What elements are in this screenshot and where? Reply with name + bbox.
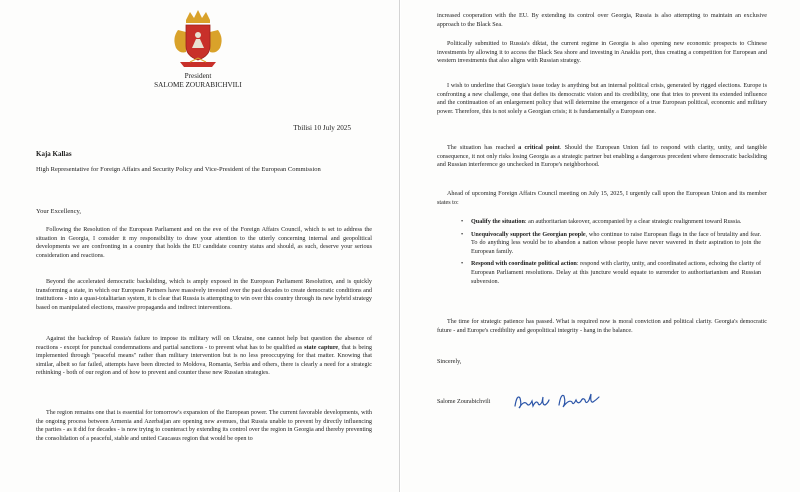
bullet-icon: • (461, 219, 464, 225)
letterhead-name: SALOME ZOURABICHVILI (154, 81, 242, 89)
critical-point-start: The situation has reached (447, 145, 519, 151)
paragraph-2: Beyond the accelerated democratic backsliding, which is amply exposed in the European Parliament Resolution, and is quickly transforming a state, in which our European Partners have massively invested over the past decades to create democratic conditions and institutions - into a quasi-totalitarian system, it is clear that Russia is attempting to win over this country through its new hybrid strategy based on manipulated elections, massive propaganda and indirect interventions. (36, 279, 372, 311)
list-item (461, 218, 761, 227)
bullet-icon: • (461, 231, 464, 238)
critical-point-rest: . Should the European Union fail to respond with clarity, unity, and tangible consequence, it not only risks losing Georgia as a strategic partner but enabling a dangerous precedent where democratic backsliding and Russian interference go unchecked in Europe's neighborhood. (437, 145, 767, 169)
salutation: Your Excellency, (36, 208, 82, 215)
list-item-text: : an authoritarian takeover, accompanied by a clear strategic realignment toward Russia. (524, 219, 742, 225)
list-item (461, 231, 761, 257)
paragraph-4: The region remains one that is essential for tomorrow's expansion of the European power. The current favorable developments, with the ongoing process between Armenia and Azerbaijan are opening new avenues, that Russia unable to prevent by directly influencing the parties - as it did for decades - is now trying to counteract by extending its control over the region in Georgia and thereby preventing the consolidation of a peaceful, stable and united Caucasus region that would be open to (36, 410, 372, 442)
handwritten-signature (511, 388, 611, 414)
list-item-text: : respond with clarity, unity, and coordinated actions, echoing the clarity of European Parliament resolutions. Delay at this juncture would equate to surrender to authoritarianism and Russian subversion. (471, 261, 761, 285)
signer-name: Salome Zourabichvili (437, 399, 491, 405)
coat-of-arms-emblem (170, 8, 226, 70)
list-item-heading: Qualify the situation (471, 219, 525, 225)
paragraph-3-start: Against the backdrop of Russia's failure to impose its military will on Ukraine, one cannot help but question the absence of reactions - except for punctual condemnations and partial sanctions - to prevent what has to be qualified as (36, 336, 372, 351)
paragraph-6: I wish to underline that Georgia's issue today is anything but an internal political crisis, generated by rigged elections. Europe is confronting a new challenge, one that defies its democratic vision and its credibility, one that tries to prevent its extended influence and the continuation of an enlargement policy that will determine the emergence of a true European political, economic and military power. Therefore, this is not solely a Georgian crisis; it is fundamentally a European one. (437, 83, 767, 115)
critical-point-emphasis: a critical point (518, 145, 560, 151)
list-item-heading: Respond with coordinate political action (471, 261, 577, 268)
paragraph-3-rest: , that is being implemented through "peaceful means" rather than military intervention but is no less preoccupying for that matter. Knowing that similar, albeit so far failed, attempts have been directed to Moldova, Romania, Serbia and others, there is clearly a need for a strategic rethinking - both of our region and of how to prevent and counter these new Russian strategies. (36, 344, 373, 377)
paragraph-call-to-action: Ahead of upcoming Foreign Affairs Council meeting on July 15, 2025, I urgently call upon the European Union and its member states to: (437, 191, 767, 206)
state-capture-emphasis: state capture (304, 344, 339, 351)
letter-page-2 (401, 0, 800, 492)
closing-paragraph: The time for strategic patience has passed. What is required now is moral conviction and political clarity. Georgia's democratic future - and Europe's credibility and geopolitical integrity - hang in the balance. (437, 319, 767, 334)
bullet-icon: • (461, 261, 464, 268)
recipient-role: High Representative for Foreign Affairs and Security Policy and Vice-President of the European Commission (36, 166, 321, 173)
list-item-heading: Unequivocally support the Georgian people (471, 231, 586, 238)
list-item (461, 260, 761, 286)
paragraph-1: Following the Resolution of the European Parliament and on the eve of the Foreign Affairs Council, which is set to address the situation in Georgia, I consider it my responsibility to draw your attention to the utterly concerning internal and geopolitical developments we are confronting in a country that holds the EU candidate country status and should, as such, deserve your serious consideration and reactions. (36, 227, 372, 259)
paragraph-5: Politically submitted to Russia's diktat, the current regime in Georgia is also opening new economic prospects to Chinese investments by allowing it to access the Black Sea shore and investing in Anaklia port, thus creating a competition for European and western investments that also aligns with Russian strategy. (437, 41, 767, 65)
recipient-name: Kaja Kallas (36, 150, 72, 158)
demands-list (461, 218, 761, 290)
list-item-text: , who continue to raise European flags in the face of brutality and fear. To do anything less would be to abandon a nation whose people have never wavered in their aspiration to join the European family. (471, 231, 761, 255)
paragraph-3 (36, 335, 372, 378)
letterhead-title: President (184, 72, 212, 80)
letter-date: Tbilisi 10 July 2025 (293, 124, 351, 132)
continuation-paragraph: increased cooperation with the EU. By extending its control over Georgia, Russia is also attempting to maintain an exclusive approach to the Black Sea. (437, 13, 767, 28)
paragraph-critical-point (437, 144, 767, 170)
sign-off: Sincerely, (437, 359, 462, 365)
